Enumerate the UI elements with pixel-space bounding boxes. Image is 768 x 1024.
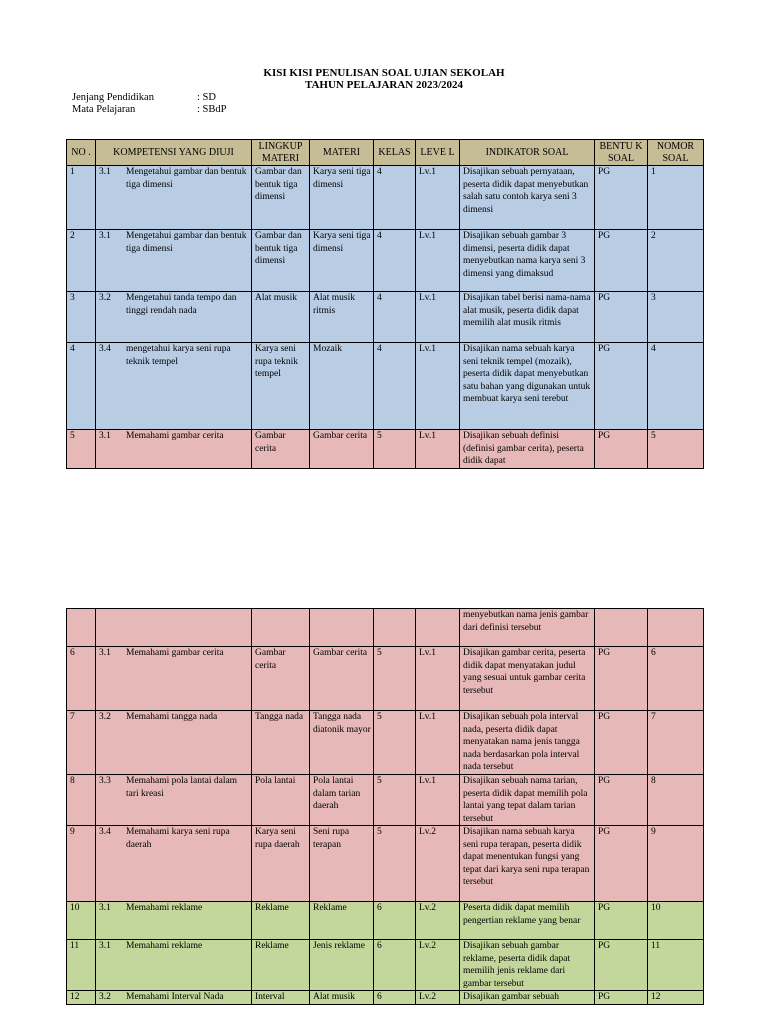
cell-bentuk: PG bbox=[595, 711, 648, 775]
header-nomor: NOMOR SOAL bbox=[648, 140, 704, 166]
cell-lingkup: Reklame bbox=[252, 902, 310, 940]
cell-bentuk: PG bbox=[595, 775, 648, 826]
meta-jenjang bbox=[72, 92, 216, 104]
kisi-table-page-2 bbox=[66, 608, 704, 1005]
cell-indikator: Disajikan sebuah nama tarian, peserta didik dapat memilih pola lantai yang tepat dalam tarian tersebut bbox=[460, 775, 595, 826]
cell-nomor: 9 bbox=[648, 826, 704, 902]
kompetensi-content bbox=[99, 166, 249, 191]
cell-kompetensi bbox=[96, 609, 252, 647]
kompetensi-text: Mengetahui tanda tempo dan tinggi rendah nada bbox=[126, 293, 237, 316]
cell-kompetensi bbox=[96, 991, 252, 1005]
kompetensi-text: Memahami tangga nada bbox=[126, 712, 218, 722]
cell-kelas: 5 bbox=[374, 711, 416, 775]
kompetensi-content bbox=[99, 902, 249, 915]
document-subtitle: TAHUN PELAJARAN 2023/2024 bbox=[304, 79, 464, 91]
cell-level: Lv.2 bbox=[416, 826, 460, 902]
cell-bentuk: PG bbox=[595, 430, 648, 469]
cell-bentuk: PG bbox=[595, 230, 648, 292]
cell-kompetensi bbox=[96, 292, 252, 343]
cell-indikator: Disajikan sebuah pernyataan, peserta didik dapat menyebutkan salah satu contoh karya seni 3 dimensi bbox=[460, 166, 595, 230]
kompetensi-content bbox=[99, 292, 249, 317]
kd-number: 3.4 bbox=[99, 827, 111, 837]
table-body bbox=[67, 609, 704, 1005]
cell-kelas: 5 bbox=[374, 430, 416, 469]
cell-indikator: menyebutkan nama jenis gambar dari definisi tersebut bbox=[460, 609, 595, 647]
cell-nomor: 11 bbox=[648, 940, 704, 991]
cell-lingkup: Karya seni rupa teknik tempel bbox=[252, 343, 310, 430]
kompetensi-content bbox=[99, 940, 249, 953]
kompetensi-content bbox=[99, 430, 249, 443]
kd-number: 3.1 bbox=[99, 167, 111, 177]
cell-bentuk: PG bbox=[595, 166, 648, 230]
cell-nomor: 8 bbox=[648, 775, 704, 826]
cell-materi bbox=[310, 609, 374, 647]
cell-level: Lv.1 bbox=[416, 343, 460, 430]
cell-no: 10 bbox=[67, 902, 96, 940]
cell-nomor: 4 bbox=[648, 343, 704, 430]
cell-indikator: Disajikan sebuah gambar 3 dimensi, peserta didik dapat menyebutkan nama karya seni 3 dimensi yang dimaksud bbox=[460, 230, 595, 292]
table-row bbox=[67, 292, 704, 343]
header-materi: MATERI bbox=[310, 140, 374, 166]
kompetensi-text: Memahami pola lantai dalam tari kreasi bbox=[126, 776, 238, 799]
cell-materi: Seni rupa terapan bbox=[310, 826, 374, 902]
cell-bentuk: PG bbox=[595, 647, 648, 711]
cell-kelas: 5 bbox=[374, 826, 416, 902]
table-row bbox=[67, 430, 704, 469]
cell-level: Lv.2 bbox=[416, 940, 460, 991]
kompetensi-text: Memahami gambar cerita bbox=[126, 648, 224, 658]
cell-kelas: 6 bbox=[374, 902, 416, 940]
cell-nomor: 3 bbox=[648, 292, 704, 343]
cell-level: Lv.1 bbox=[416, 711, 460, 775]
cell-level: Lv.1 bbox=[416, 430, 460, 469]
table-row bbox=[67, 991, 704, 1005]
header-bentuk: BENTU K SOAL bbox=[595, 140, 648, 166]
cell-nomor: 7 bbox=[648, 711, 704, 775]
cell-level: Lv.1 bbox=[416, 166, 460, 230]
cell-lingkup bbox=[252, 609, 310, 647]
cell-kompetensi bbox=[96, 647, 252, 711]
cell-kelas: 6 bbox=[374, 940, 416, 991]
meta-value: : SBdP bbox=[197, 104, 227, 115]
kompetensi-content bbox=[99, 711, 249, 724]
cell-materi: Alat musik ritmis bbox=[310, 292, 374, 343]
kd-number: 3.1 bbox=[99, 941, 111, 951]
kd-number: 3.1 bbox=[99, 648, 111, 658]
table-row bbox=[67, 902, 704, 940]
cell-indikator: Disajikan nama sebuah karya seni teknik tempel (mozaik), peserta didik dapat menyebutkan satu bahan yang digunakan untuk membuat karya seni terebut bbox=[460, 343, 595, 430]
cell-no: 9 bbox=[67, 826, 96, 902]
header-no: NO . bbox=[67, 140, 96, 166]
kd-number: 3.2 bbox=[99, 992, 111, 1002]
cell-nomor: 6 bbox=[648, 647, 704, 711]
meta-label: Mata Pelajaran bbox=[72, 104, 136, 115]
cell-no: 11 bbox=[67, 940, 96, 991]
cell-nomor bbox=[648, 609, 704, 647]
cell-bentuk: PG bbox=[595, 343, 648, 430]
kompetensi-text: Mengetahui gambar dan bentuk tiga dimensi bbox=[126, 167, 247, 190]
cell-level bbox=[416, 609, 460, 647]
meta-mapel bbox=[72, 104, 226, 116]
cell-lingkup: Gambar dan bentuk tiga dimensi bbox=[252, 230, 310, 292]
kd-number: 3.3 bbox=[99, 776, 111, 786]
cell-indikator: Disajikan gambar cerita, peserta didik dapat menyatakan judul yang sesuai untuk gambar cerita tersebut bbox=[460, 647, 595, 711]
cell-bentuk: PG bbox=[595, 826, 648, 902]
cell-materi: Gambar cerita bbox=[310, 647, 374, 711]
meta-label: Jenjang Pendidikan bbox=[72, 92, 154, 103]
cell-level: Lv.1 bbox=[416, 292, 460, 343]
kompetensi-text: Memahami reklame bbox=[126, 941, 203, 951]
cell-lingkup: Reklame bbox=[252, 940, 310, 991]
cell-materi: Gambar cerita bbox=[310, 430, 374, 469]
cell-bentuk: PG bbox=[595, 940, 648, 991]
cell-no: 2 bbox=[67, 230, 96, 292]
table-row bbox=[67, 343, 704, 430]
cell-level: Lv.1 bbox=[416, 230, 460, 292]
cell-kelas bbox=[374, 609, 416, 647]
cell-no: 8 bbox=[67, 775, 96, 826]
cell-indikator: Disajikan sebuah pola interval nada, peserta didik dapat menyatakan nama jenis tangga nada berdasarkan pola interval nada tersebut bbox=[460, 711, 595, 775]
cell-no: 12 bbox=[67, 991, 96, 1005]
cell-no: 5 bbox=[67, 430, 96, 469]
kompetensi-content bbox=[99, 826, 249, 851]
kisi-table-page-1 bbox=[66, 139, 704, 469]
cell-lingkup: Karya seni rupa daerah bbox=[252, 826, 310, 902]
meta-value: : SD bbox=[197, 92, 216, 103]
cell-kompetensi bbox=[96, 343, 252, 430]
cell-lingkup: Tangga nada bbox=[252, 711, 310, 775]
cell-kompetensi bbox=[96, 430, 252, 469]
table-row bbox=[67, 166, 704, 230]
cell-nomor: 1 bbox=[648, 166, 704, 230]
kompetensi-content bbox=[99, 991, 249, 1004]
cell-indikator: Disajikan nama sebuah karya seni rupa terapan, peserta didik dapat menentukan fungsi yang tepat dari karya seni rupa terapan tersebut bbox=[460, 826, 595, 902]
cell-nomor: 2 bbox=[648, 230, 704, 292]
cell-materi: Alat musik bbox=[310, 991, 374, 1005]
cell-no: 3 bbox=[67, 292, 96, 343]
header-kompetensi: KOMPETENSI YANG DIUJI bbox=[96, 140, 252, 166]
cell-lingkup: Gambar dan bentuk tiga dimensi bbox=[252, 166, 310, 230]
cell-indikator: Disajikan sebuah gambar reklame, peserta didik dapat memilih jenis reklame dari gambar tersebut bbox=[460, 940, 595, 991]
cell-kompetensi bbox=[96, 940, 252, 991]
header-level: LEVE L bbox=[416, 140, 460, 166]
cell-no: 4 bbox=[67, 343, 96, 430]
cell-lingkup: Alat musik bbox=[252, 292, 310, 343]
cell-lingkup: Interval bbox=[252, 991, 310, 1005]
cell-kelas: 4 bbox=[374, 230, 416, 292]
cell-materi: Mozaik bbox=[310, 343, 374, 430]
kd-number: 3.2 bbox=[99, 712, 111, 722]
kd-number: 3.1 bbox=[99, 903, 111, 913]
kompetensi-text: Mengetahui gambar dan bentuk tiga dimensi bbox=[126, 231, 247, 254]
cell-materi: Jenis reklame bbox=[310, 940, 374, 991]
cell-lingkup: Gambar cerita bbox=[252, 647, 310, 711]
cell-kompetensi bbox=[96, 902, 252, 940]
kd-number: 3.2 bbox=[99, 293, 111, 303]
kompetensi-text: Memahami gambar cerita bbox=[126, 431, 224, 441]
cell-level: Lv.2 bbox=[416, 902, 460, 940]
cell-nomor: 5 bbox=[648, 430, 704, 469]
cell-kelas: 4 bbox=[374, 166, 416, 230]
table-header-row bbox=[67, 140, 704, 166]
cell-indikator: Disajikan sebuah definisi (definisi gambar cerita), peserta didik dapat bbox=[460, 430, 595, 469]
cell-kelas: 4 bbox=[374, 292, 416, 343]
cell-level: Lv.2 bbox=[416, 991, 460, 1005]
cell-no: 7 bbox=[67, 711, 96, 775]
cell-materi: Tangga nada diatonik mayor bbox=[310, 711, 374, 775]
cell-bentuk: PG bbox=[595, 292, 648, 343]
kompetensi-text: mengetahui karya seni rupa teknik tempel bbox=[126, 344, 231, 367]
cell-kelas: 4 bbox=[374, 343, 416, 430]
cell-bentuk bbox=[595, 609, 648, 647]
table-row bbox=[67, 230, 704, 292]
header-indikator: INDIKATOR SOAL bbox=[460, 140, 595, 166]
kompetensi-content bbox=[99, 647, 249, 660]
cell-level: Lv.1 bbox=[416, 647, 460, 711]
cell-materi: Pola lantai dalam tarian daerah bbox=[310, 775, 374, 826]
cell-bentuk: PG bbox=[595, 991, 648, 1005]
kompetensi-content bbox=[99, 775, 249, 800]
kompetensi-text: Memahami karya seni rupa daerah bbox=[126, 827, 230, 850]
cell-materi: Reklame bbox=[310, 902, 374, 940]
kd-number: 3.4 bbox=[99, 344, 111, 354]
cell-no bbox=[67, 609, 96, 647]
cell-kompetensi bbox=[96, 775, 252, 826]
header-kelas: KELAS bbox=[374, 140, 416, 166]
cell-nomor: 10 bbox=[648, 902, 704, 940]
table-row bbox=[67, 775, 704, 826]
table-row bbox=[67, 826, 704, 902]
cell-kompetensi bbox=[96, 711, 252, 775]
cell-indikator: Disajikan gambar sebuah bbox=[460, 991, 595, 1005]
cell-bentuk: PG bbox=[595, 902, 648, 940]
table-row bbox=[67, 609, 704, 647]
cell-kelas: 5 bbox=[374, 647, 416, 711]
header-lingkup: LINGKUP MATERI bbox=[252, 140, 310, 166]
cell-nomor: 12 bbox=[648, 991, 704, 1005]
cell-indikator: Disajikan tabel berisi nama-nama alat musik, peserta didik dapat memilih alat musik ritmis bbox=[460, 292, 595, 343]
table-body bbox=[67, 166, 704, 469]
table-row bbox=[67, 940, 704, 991]
cell-kompetensi bbox=[96, 826, 252, 902]
kompetensi-content bbox=[99, 230, 249, 255]
cell-indikator: Peserta didik dapat memilih pengertian reklame yang benar bbox=[460, 902, 595, 940]
kompetensi-content bbox=[99, 343, 249, 368]
cell-no: 1 bbox=[67, 166, 96, 230]
cell-lingkup: Gambar cerita bbox=[252, 430, 310, 469]
cell-kompetensi bbox=[96, 166, 252, 230]
kompetensi-text: Memahami reklame bbox=[126, 903, 203, 913]
kd-number: 3.1 bbox=[99, 431, 111, 441]
cell-kelas: 6 bbox=[374, 991, 416, 1005]
cell-kompetensi bbox=[96, 230, 252, 292]
cell-level: Lv.1 bbox=[416, 775, 460, 826]
cell-materi: Karya seni tiga dimensi bbox=[310, 166, 374, 230]
table-row bbox=[67, 711, 704, 775]
cell-no: 6 bbox=[67, 647, 96, 711]
kompetensi-text: Memahami Interval Nada bbox=[126, 992, 224, 1002]
document-title: KISI KISI PENULISAN SOAL UJIAN SEKOLAH bbox=[263, 67, 505, 79]
cell-kelas: 5 bbox=[374, 775, 416, 826]
table-row bbox=[67, 647, 704, 711]
cell-materi: Karya seni tiga dimensi bbox=[310, 230, 374, 292]
cell-lingkup: Pola lantai bbox=[252, 775, 310, 826]
kd-number: 3.1 bbox=[99, 231, 111, 241]
